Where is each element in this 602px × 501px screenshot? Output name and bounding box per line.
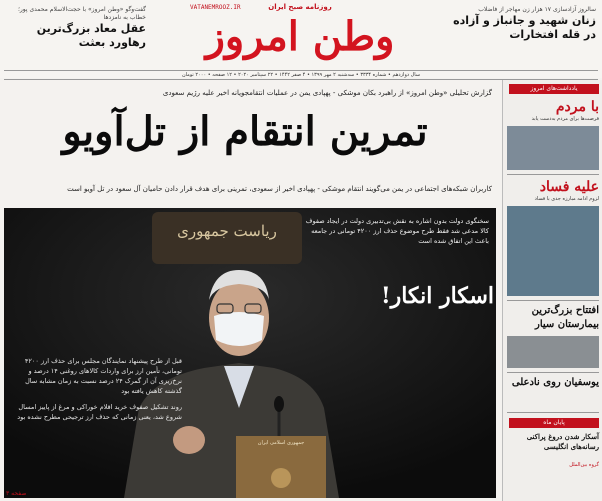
sidebar-photo-2[interactable] [507, 206, 599, 296]
right-teaser[interactable] [446, 6, 596, 42]
sidebar-photo-1[interactable] [507, 126, 599, 170]
main-headline[interactable]: تمرین انتقام از تل‌آویو [62, 108, 428, 155]
sidebar-story-5-section: گروه بین‌الملل [569, 462, 599, 468]
sidebar [502, 80, 602, 501]
photo-caption-left-1: قبل از طرح پیشنهاد نمایندگان مجلس برای حذف ارز ۴۲۰۰ تومانی، تأمین ارز برای واردات کالاهای روغنی ۱۴ درصد و نرخ‌ریزی آن از گمرک ۲۴ درصد نسبت به زمان مشابه سال گذشته کاهش یافته بود [24, 357, 182, 395]
sidebar-story-2-summary: لزوم ادامه مبارزه جدی با فساد [534, 196, 599, 202]
main-subline: کاربران شبکه‌های اجتماعی در یمن می‌گویند انتقام موشکی - پهپادی اخیر از سعودی، تمرینی برای هدف قرار دادن حامیان آل سعود در تل آویو است [67, 185, 492, 193]
masthead [0, 0, 602, 78]
sidebar-divider [507, 372, 599, 373]
right-teaser-headline: زنان شهید و جانباز و آزاده در قله افتخارات [453, 14, 596, 41]
sidebar-divider [507, 300, 599, 301]
lead-photo-illustration [4, 208, 496, 498]
podium-text: جمهوری اسلامی ایران [257, 440, 305, 446]
sidebar-story-1-headline[interactable]: با مردم [555, 99, 599, 115]
dateline: سال دوازدهم • شماره ۳۳۳۴ • سه‌شنبه ۲ مهر ۱۳۹۹ • ۴ صفر ۱۴۴۲ • ۲۲ سپتامبر ۲۰۲۰ • ۱۲ صفحه • ۲۰۰۰ تومان [4, 70, 598, 80]
site-url: VATANEMROOZ.IR [190, 4, 241, 11]
sidebar-story-5-headline[interactable]: آسکار شدن دروغ پراکنی رسانه‌های انگلیسی [526, 432, 599, 451]
sidebar-story-2-headline[interactable]: علیه فساد [539, 179, 599, 195]
main-kicker: گزارش تحلیلی «وطن امروز» از راهبرد بکان موشکی - پهپادی یمن در عملیات انتقامجویانه اخیر علیه رژیم سعودی [162, 89, 492, 97]
lead-photo[interactable] [4, 208, 496, 498]
photo-title[interactable]: اسکار انکار! [380, 283, 494, 309]
main-story [0, 80, 500, 501]
sidebar-photo-3[interactable] [507, 336, 599, 368]
left-teaser-kicker: گفت‌وگو «وطن امروز» با حجت‌الاسلام محمدی پور؛ خطاب به نامزدها [17, 6, 146, 21]
sidebar-story-4-headline[interactable]: یوسفیان روی نادعلی [511, 377, 599, 388]
logo-subtitle: روزنامه صبح ایران [268, 3, 332, 11]
page-reference[interactable]: صفحه ۳ [6, 490, 27, 497]
sidebar-divider [507, 412, 599, 413]
logo-block[interactable] [150, 2, 450, 68]
logo: وطن امروز [205, 13, 395, 60]
right-teaser-kicker: سالروز آزادسازی ۱۷ هزار زن مهاجر از فاضلاب [478, 6, 596, 13]
sidebar-band: یادداشت‌های امروز [509, 84, 599, 94]
sidebar-story-1-summary: فرصت‌ها برای مردم به‌دست یابد [531, 116, 599, 122]
sidebar-band-2: پایان ماه [509, 418, 599, 428]
photo-caption-right: سخنگوی دولت بدون اشاره به نقش بی‌تدبیری دولت در ایجاد صفوف کالا مدعی شد فقط طرح موضوع حذف ارز ۴۲۰۰ تومانی در جامعه باعث این اتفاق شده است [305, 217, 489, 245]
photo-caption-left-2: روند تشکیل صفوف خرید اقلام خوراکی و مرغ از پاییز امسال شروع شد، یعنی زمانی که حذف ارز ترجیحی مطرح نشده بود [17, 403, 182, 421]
photo-caption-left [12, 356, 182, 428]
face-mask [214, 312, 264, 346]
left-teaser-headline: عقل معاد بزرگ‌ترین رهاورد بعثت [36, 22, 146, 49]
sidebar-story-3-headline[interactable]: افتتاح بزرگ‌ترین بیمارستان سیار [531, 305, 599, 330]
left-teaser[interactable] [6, 6, 146, 50]
sidebar-divider [507, 174, 599, 175]
placard-text: ریاست جمهوری [177, 222, 277, 240]
